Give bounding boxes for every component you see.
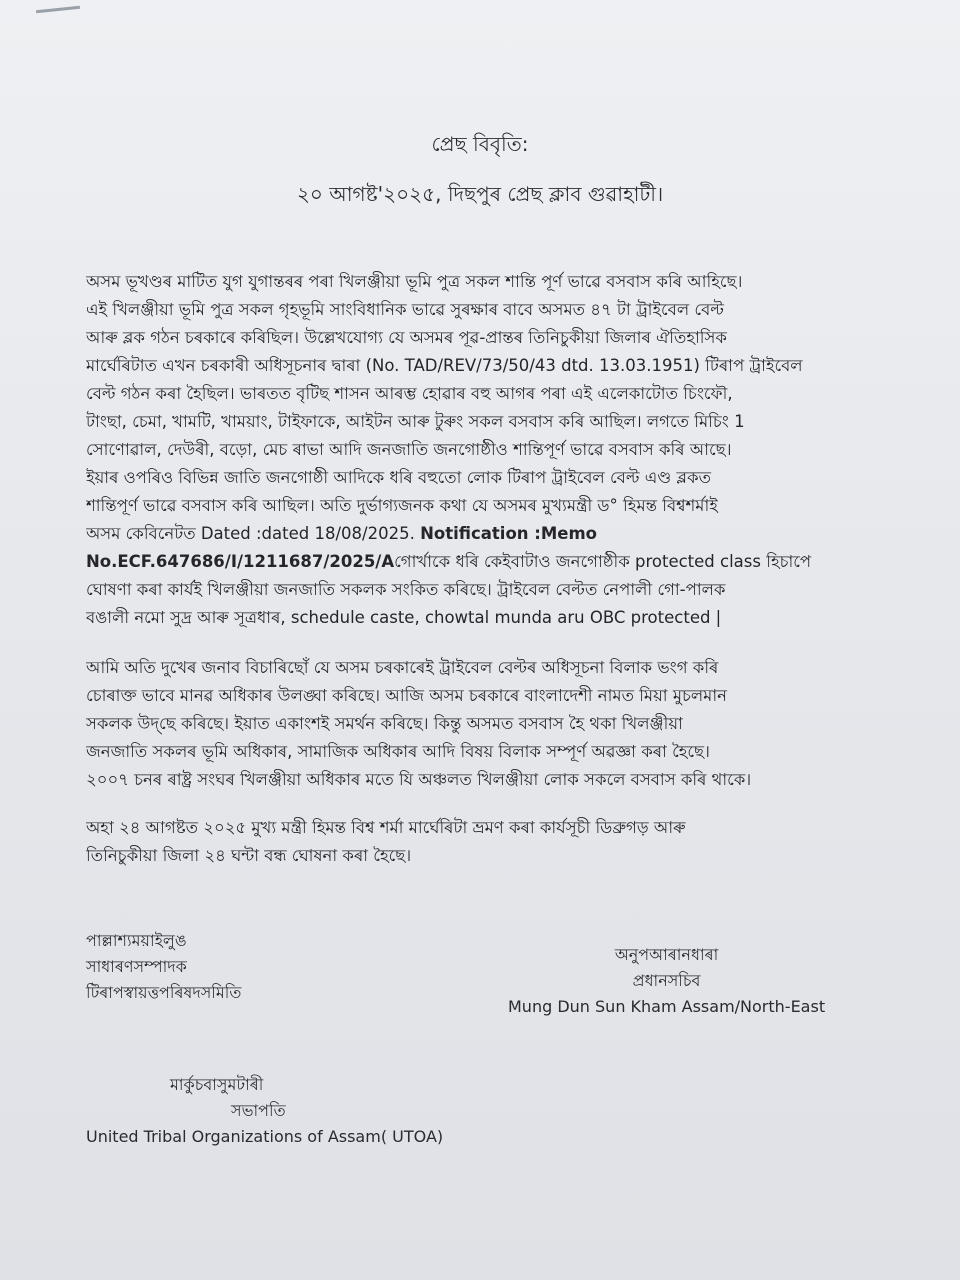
text-line-memo <box>86 548 886 576</box>
paragraph-3 <box>86 814 886 870</box>
signature-bottom <box>86 1072 443 1150</box>
signatory-organization: টিৰাপস্বায়ত্তপৰিষদসমিতি <box>86 983 242 1002</box>
text-line: এই খিলঞ্জীয়া ভূমি পুত্ৰ সকল গৃহভূমি সাংবিধানিক ভাৱে সুৰক্ষাৰ বাবে অসমত ৪৭ টা ট্ৰাইবেল বেল্ট <box>86 300 724 319</box>
dateline: ২০ আগষ্ট'২০২৫, দিছপুৰ প্ৰেছ ক্লাব গুৱাহাটী। <box>296 182 664 206</box>
signatory-title: প্ৰধানসচিব <box>632 971 701 990</box>
paragraph-2 <box>86 654 886 794</box>
text-line: ইয়াৰ ওপৰিও বিভিন্ন জাতি জনগোষ্ঠী আদিকে ধৰি বহুতো লোক টিৰাপ ট্ৰাইবেল বেল্ট এণ্ড ব্লকত <box>86 468 711 487</box>
protected-class-text: গোৰ্খাকে ধৰি কেইবাটাও জনগোষ্ঠীক protected class হিচাপে <box>394 552 812 571</box>
signature-right <box>508 942 825 1020</box>
text-line: ২০০৭ চনৰ ৰাষ্ট্ৰ সংঘৰ খিলঞ্জীয়া অধিকাৰ মতে যি অঞ্চলত খিলঞ্জীয়া লোক সকলে বসবাস কৰি থাকে। <box>86 770 752 789</box>
signatory-name: অনুপআৰানধাৰা <box>614 945 719 964</box>
text-line: টাংছা, চেমা, খামটি, খাময়াং, টাইফাকে, আইটন আৰু টুৰুং সকল বসবাস কৰি আছিল। লগতে মিচিং 1 <box>86 412 745 431</box>
text-line: সোণোৱাল, দেউৰী, বড়ো, মেচ ৰাভা আদি জনজাতি জনগোষ্ঠীও শান্তিপূৰ্ণ ভাৱে বসবাস কৰি আছে। <box>86 440 732 459</box>
text-line: বেল্ট গঠন কৰা হৈছিল। ভাৰতত বৃটিছ শাসন আৰম্ভ হোৱাৰ বহু আগৰ পৰা এই এলেকাটোত চিংফৌ, <box>86 384 733 403</box>
memo-number: No.ECF.647686/I/1211687/2025/A <box>86 552 395 571</box>
paragraph-1 <box>86 268 886 632</box>
signatory-organization: United Tribal Organizations of Assam( UTOA) <box>86 1127 444 1146</box>
text-line: তিনিচুকীয়া জিলা ২৪ ঘন্টা বন্ধ ঘোষনা কৰা হৈছে। <box>86 846 412 865</box>
text-line: আমি অতি দুখেৰ জনাব বিচাৰিছোঁ যে অসম চৰকাৰেই ট্ৰাইবেল বেল্টৰ অধিসূচনা বিলাক ভংগ কৰি <box>86 658 719 677</box>
text-line: জনজাতি সকলৰ ভূমি অধিকাৰ, সামাজিক অধিকাৰ আদি বিষয় বিলাক সম্পূৰ্ণ অৱজ্ঞা কৰা হৈছে। <box>86 742 710 761</box>
text-line: সকলক উদ্‌ছে কৰিছে। ইয়াত একাংশই সমৰ্থন কৰিছে। কিন্তু অসমত বসবাস হৈ থকা খিলঞ্জীয়া <box>86 714 683 733</box>
text-line: অসম ভূখণ্ডৰ মাটিত যুগ যুগান্তৰৰ পৰা খিলঞ্জীয়া ভূমি পুত্ৰ সকল শান্তি পূৰ্ণ ভাৱে বসবাস কৰি আহিছে। <box>86 272 743 291</box>
signatory-title: সাধাৰণসম্পাদক <box>86 957 187 976</box>
text-line: চোৰাক্ত ভাবে মানৱ অধিকাৰ উলঙ্ঘা কৰিছে। আজি অসম চৰকাৰে বাংলাদেশী নামত মিয়া মুচলমান <box>86 686 727 705</box>
text-line: অহা ২৪ আগষ্টত ২০২৫ মুখ্য মন্ত্ৰী হিমন্ত বিশ্ব শৰ্মা মাৰ্ঘেৰিটা ভ্ৰমণ কৰা কাৰ্যসূচী ডিব্ৰুগড় আৰু <box>86 818 686 837</box>
text-line: ঘোষণা কৰা কাৰ্যই খিলঞ্জীয়া জনজাতি সকলক সংকিত কৰিছে। ট্ৰাইবেল বেল্টত নেপালী গো-পালক <box>86 580 726 599</box>
text-line: মাৰ্ঘেৰিটাত এখন চৰকাৰী অধিসূচনাৰ দ্বাৰা (No. TAD/REV/73/50/43 dtd. 13.03.1951) টিৰাপ ট্ৰাইবেল <box>86 356 803 375</box>
pen-mark <box>36 6 80 14</box>
signatory-name: পাল্লাশ্যময়াইলুঙ <box>86 931 187 950</box>
text-line: বঙালী নমো সুদ্ৰ আৰু সূত্ৰধাৰ, schedule caste, chowtal munda aru OBC protected | <box>86 608 722 627</box>
document-title: প্ৰেছ বিবৃতি: <box>431 132 529 156</box>
cabinet-date-text: অসম কেবিনেটত Dated :dated 18/08/2025. <box>86 524 421 543</box>
signature-left <box>86 928 241 1006</box>
signatory-organization: Mung Dun Sun Kham Assam/North-East <box>508 997 826 1016</box>
signatory-name: মাৰ্কুচবাসুমটাৰী <box>170 1075 264 1094</box>
text-line-cabinet <box>86 520 886 548</box>
text-line: আৰু ব্লক গঠন চৰকাৰে কৰিছিল। উল্লেখযোগ্য যে অসমৰ পূৱ-প্ৰান্তৰ তিনিচুকীয়া জিলাৰ ঐতিহাসিক <box>86 328 727 347</box>
notification-label: Notification :Memo <box>420 524 598 543</box>
text-line: শান্তিপূৰ্ণ ভাৱে বসবাস কৰি আছিল। অতি দুৰ্ভাগ্যজনক কথা যে অসমৰ মুখ্যমন্ত্ৰী ড° হিমন্ত বিশ্বশৰ্মাই <box>86 496 718 515</box>
signatory-title: সভাপতি <box>231 1101 286 1120</box>
